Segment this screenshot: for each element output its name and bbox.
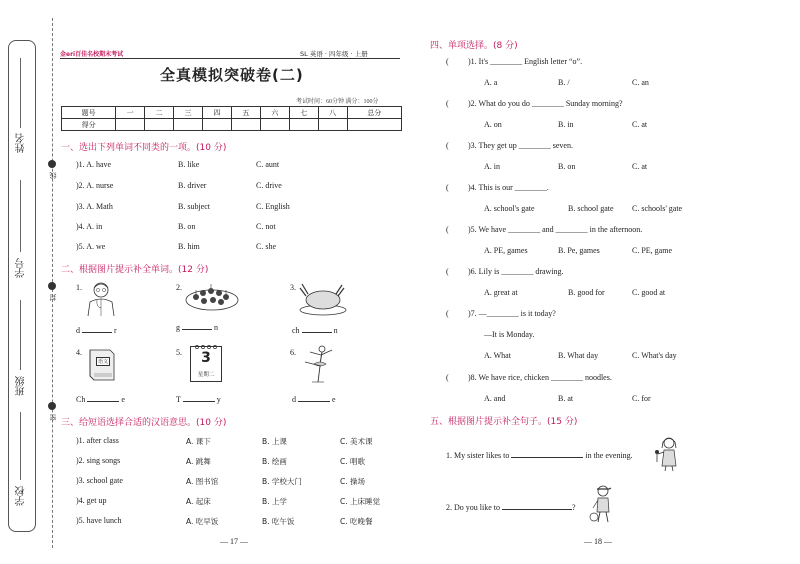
score-table-header-row	[62, 107, 402, 119]
name-label: 姓名	[16, 133, 27, 153]
score-cell: 总分	[347, 107, 401, 119]
s4-q4-b[interactable]: B. school gate	[568, 204, 614, 213]
s2-item1-blank[interactable]	[82, 332, 112, 333]
tagline: 金eri百佳名校期末考试	[60, 51, 124, 58]
student-no-line[interactable]	[20, 180, 21, 252]
s3-q5-num[interactable]: )5. have lunch	[76, 516, 122, 525]
section3-points: (10 分)	[196, 418, 227, 428]
s4-q7[interactable]: ( )7. —________ is it today?	[446, 309, 556, 318]
score-table-score-row	[62, 119, 402, 131]
s2-item2-end: n	[214, 323, 218, 332]
seal-word: 封	[49, 294, 57, 301]
page-number-right: — 18 —	[584, 537, 612, 546]
s2-item6-num: 6.	[290, 348, 296, 357]
score-cell: 三	[174, 107, 203, 119]
s4-q2-c[interactable]: C. at	[632, 120, 648, 129]
section4-title	[430, 38, 518, 51]
s3-q1-num[interactable]: )1. after class	[76, 436, 119, 445]
score-cell: 一	[116, 107, 145, 119]
dancer-icon	[300, 344, 336, 384]
s2-item4-start: Ch	[76, 395, 86, 404]
book-label: 语文	[98, 359, 109, 365]
s4-q3-text: )3. They get up ________ seven.	[468, 141, 573, 150]
page-title: 全真模拟突破卷(二)	[160, 66, 304, 84]
s2-item3-end: n	[333, 326, 338, 335]
s5-q2[interactable]	[446, 503, 576, 512]
garden-icon	[184, 280, 240, 312]
section2-title-text: 二、根据图片提示补全单词。	[61, 265, 179, 275]
section1-title	[61, 140, 226, 153]
student-no-label: 学号	[16, 258, 27, 278]
s4-q4-a[interactable]: A. school's gate	[484, 204, 535, 213]
s1-q1-b[interactable]: B. like	[178, 160, 200, 169]
school-label: 学校	[16, 486, 27, 506]
s4-q4-text: )4. This is our ________.	[468, 183, 549, 192]
s4-q8-c[interactable]: C. for	[632, 394, 651, 403]
section1-points: (10 分)	[196, 143, 227, 153]
section3-title-text: 三、给短语选择合适的汉语意思。	[61, 418, 197, 428]
s4-q4[interactable]: ( )4. This is our ________.	[446, 183, 549, 192]
s3-q2-b[interactable]: B. 绘画	[262, 457, 287, 466]
score-input[interactable]	[174, 119, 203, 131]
score-cell: 七	[289, 107, 318, 119]
binding-dot	[48, 282, 56, 290]
seal-word: 线	[49, 172, 57, 179]
s4-q6-b[interactable]: B. good for	[568, 288, 605, 297]
s4-q6-a[interactable]: A. great at	[484, 288, 518, 297]
girl-singing-icon	[654, 436, 684, 472]
s4-q2-text: )2. What do you do ________ Sunday morning?	[468, 99, 623, 108]
binding-dot	[48, 160, 56, 168]
s1-q5-num[interactable]: )5. A. we	[76, 242, 106, 251]
boy-sports-icon	[588, 484, 618, 524]
s2-item2-blank[interactable]	[182, 329, 212, 330]
section4-points: (8 分)	[493, 41, 518, 51]
section5-points: (15 分)	[547, 417, 578, 427]
s2-item2-start: g	[176, 323, 180, 332]
s2-item6-start: d	[292, 395, 296, 404]
s1-q5-c[interactable]: C. she	[256, 242, 276, 251]
score-input[interactable]	[289, 119, 318, 131]
s1-q4-c[interactable]: C. not	[256, 222, 276, 231]
s4-q1-a[interactable]: A. a	[484, 78, 498, 87]
s4-q1[interactable]: ( )1. It's ________ English letter “o”.	[446, 57, 583, 66]
s4-q4-c[interactable]: C. schools' gate	[632, 204, 683, 213]
score-cell: 六	[260, 107, 289, 119]
s5-q1-post: in the evening.	[585, 451, 633, 460]
header-rule	[60, 58, 400, 59]
s2-item3-num: 3.	[290, 283, 296, 292]
s2-item6-end: e	[332, 395, 336, 404]
s2-item2-answer[interactable]	[176, 323, 218, 332]
s2-item1-answer[interactable]	[76, 326, 117, 335]
s4-q8[interactable]: ( )8. We have rice, chicken ________ noodles.	[446, 373, 612, 382]
s1-q1-num[interactable]: )1. A. have	[76, 160, 112, 169]
s3-q3-a[interactable]: A. 图书馆	[186, 477, 219, 486]
s2-item6-answer[interactable]	[292, 395, 336, 404]
section2-title	[61, 262, 208, 275]
s2-item5-answer[interactable]	[176, 395, 221, 404]
s4-q7-reply: —It is Monday.	[484, 330, 535, 339]
s3-q4-b[interactable]: B. 上学	[262, 497, 287, 506]
score-cell: 二	[145, 107, 174, 119]
section2-points: (12 分)	[178, 265, 209, 275]
s2-item1-end: r	[114, 326, 117, 335]
s2-item6-blank[interactable]	[298, 401, 330, 402]
s2-item1-start: d	[76, 326, 80, 335]
s5-q1-blank[interactable]	[511, 457, 583, 458]
binding-strip	[8, 40, 36, 532]
s2-item4-blank[interactable]	[87, 401, 119, 402]
s5-q2-pre: 2. Do you like to	[446, 503, 500, 512]
s3-q1-b[interactable]: B. 上课	[262, 437, 287, 446]
s1-q4-b[interactable]: B. on	[178, 222, 196, 231]
s4-q8-text: )8. We have rice, chicken ________ noodles.	[468, 373, 612, 382]
s4-q5-text: )5. We have ________ and ________ in the afternoon.	[468, 225, 643, 234]
s3-q4-num[interactable]: )4. get up	[76, 496, 107, 505]
s5-q1-pre: 1. My sister likes to	[446, 451, 510, 460]
s2-item5-start: T	[176, 395, 181, 404]
binding-dot	[48, 402, 56, 410]
score-input[interactable]	[231, 119, 260, 131]
seal-word: 密	[49, 414, 57, 421]
s2-item5-blank[interactable]	[183, 401, 215, 402]
s3-q4-c[interactable]: C. 上床睡觉	[340, 497, 381, 506]
time-info: 考试时间：60分钟 满分：100分	[296, 99, 379, 105]
score-label: 得分	[62, 119, 116, 131]
s4-q2[interactable]: ( )2. What do you do ________ Sunday morning?	[446, 99, 623, 108]
s4-q8-a[interactable]: A. and	[484, 394, 506, 403]
calendar-icon	[190, 346, 222, 382]
s2-item1-num: 1.	[76, 283, 82, 292]
chinese-book-icon	[86, 348, 116, 382]
s4-q6[interactable]: ( )6. Lily is ________ drawing.	[446, 267, 564, 276]
score-cell: 四	[203, 107, 232, 119]
score-cell: 题号	[62, 107, 116, 119]
page-number-left: — 17 —	[220, 537, 248, 546]
class-line[interactable]	[20, 300, 21, 370]
s2-item4-num: 4.	[76, 348, 82, 357]
s3-q5-b[interactable]: B. 吃午饭	[262, 517, 295, 526]
s1-q2-b[interactable]: B. driver	[178, 181, 207, 190]
s4-q7-a[interactable]: A. What	[484, 351, 511, 360]
section5-title-text: 五、根据图片提示补全句子。	[430, 417, 548, 427]
chicken-icon	[298, 280, 348, 316]
s3-q2-a[interactable]: A. 跳舞	[186, 457, 211, 466]
s3-q5-a[interactable]: A. 吃早饭	[186, 517, 219, 526]
section5-title	[430, 414, 577, 427]
s4-q3[interactable]: ( )3. They get up ________ seven.	[446, 141, 573, 150]
s2-item5-end: y	[216, 395, 221, 404]
s1-q1-c[interactable]: C. aunt	[256, 160, 280, 169]
doctor-icon	[84, 280, 118, 316]
score-input[interactable]	[260, 119, 289, 131]
score-input[interactable]	[203, 119, 232, 131]
s2-item3-answer[interactable]	[292, 326, 338, 335]
s4-q1-c[interactable]: C. an	[632, 78, 649, 87]
s2-item3-blank[interactable]	[302, 332, 332, 333]
s3-q3-c[interactable]: C. 操场	[340, 477, 366, 486]
score-input[interactable]	[347, 119, 401, 131]
s4-q5-c[interactable]: C. PE, game	[632, 246, 672, 255]
class-label: 班级	[16, 376, 27, 396]
score-table	[61, 106, 402, 131]
s4-q1-b[interactable]: B. /	[558, 78, 570, 87]
s2-item4-answer[interactable]	[76, 395, 125, 404]
s2-item5-num: 5.	[176, 348, 182, 357]
s3-q1-a[interactable]: A. 课下	[186, 437, 211, 446]
s4-q5[interactable]: ( )5. We have ________ and ________ in the afternoon.	[446, 225, 643, 234]
s4-q5-b[interactable]: B. Pe, games	[558, 246, 600, 255]
s5-q2-post: ?	[572, 503, 576, 512]
score-input[interactable]	[318, 119, 347, 131]
calendar-weekday: 星期二	[197, 372, 215, 378]
s4-q7-text: )7. —________ is it today?	[468, 309, 556, 318]
calendar-number: 3	[201, 350, 211, 366]
s4-q3-a[interactable]: A. in	[484, 162, 500, 171]
section3-title	[61, 415, 226, 428]
section4-title-text: 四、单项选择。	[430, 41, 494, 51]
s2-item3-start: ch	[292, 326, 300, 335]
s3-q4-a[interactable]: A. 起床	[186, 497, 211, 506]
section1-title-text: 一、选出下列单词不同类的一项。	[61, 143, 197, 153]
s2-item2-num: 2.	[176, 283, 182, 292]
s4-q6-c[interactable]: C. good at	[632, 288, 666, 297]
s4-q8-b[interactable]: B. at	[558, 394, 574, 403]
s1-q5-b[interactable]: B. him	[178, 242, 200, 251]
score-input[interactable]	[116, 119, 145, 131]
s1-q2-c[interactable]: C. drive	[256, 181, 282, 190]
s4-q3-b[interactable]: B. on	[558, 162, 576, 171]
s4-q5-a[interactable]: A. PE, games	[484, 246, 528, 255]
s4-q2-a[interactable]: A. on	[484, 120, 502, 129]
s4-q2-b[interactable]: B. in	[558, 120, 574, 129]
s5-q2-blank[interactable]	[502, 509, 572, 510]
s1-q3-c[interactable]: C. English	[256, 202, 290, 211]
s1-q4-num[interactable]: )4. A. in	[76, 222, 103, 231]
s2-item4-end: e	[121, 395, 125, 404]
s4-q7-c[interactable]: C. What's day	[632, 351, 677, 360]
s5-q1[interactable]	[446, 451, 633, 460]
name-line[interactable]	[20, 58, 21, 128]
s1-q3-b[interactable]: B. subject	[178, 202, 210, 211]
s3-q2-num[interactable]: )2. sing songs	[76, 456, 121, 465]
score-cell: 八	[318, 107, 347, 119]
s3-q5-c[interactable]: C. 吃晚餐	[340, 517, 373, 526]
s3-q2-c[interactable]: C. 唱歌	[340, 457, 366, 466]
score-input[interactable]	[145, 119, 174, 131]
s3-q3-num[interactable]: )3. school gate	[76, 476, 123, 485]
s4-q1-text: )1. It's ________ English letter “o”.	[468, 57, 583, 66]
s4-q7-b[interactable]: B. What day	[558, 351, 599, 360]
s4-q3-c[interactable]: C. at	[632, 162, 648, 171]
s1-q2-num[interactable]: )2. A. nurse	[76, 181, 114, 190]
school-line[interactable]	[20, 412, 21, 480]
s1-q3-num[interactable]: )3. A. Math	[76, 202, 113, 211]
s3-q3-b[interactable]: B. 学校大门	[262, 477, 302, 486]
score-cell: 五	[231, 107, 260, 119]
subject-info: SL 英语 · 四年级 · 上册	[300, 50, 368, 58]
s4-q6-text: )6. Lily is ________ drawing.	[468, 267, 564, 276]
s3-q1-c[interactable]: C. 美术课	[340, 437, 373, 446]
